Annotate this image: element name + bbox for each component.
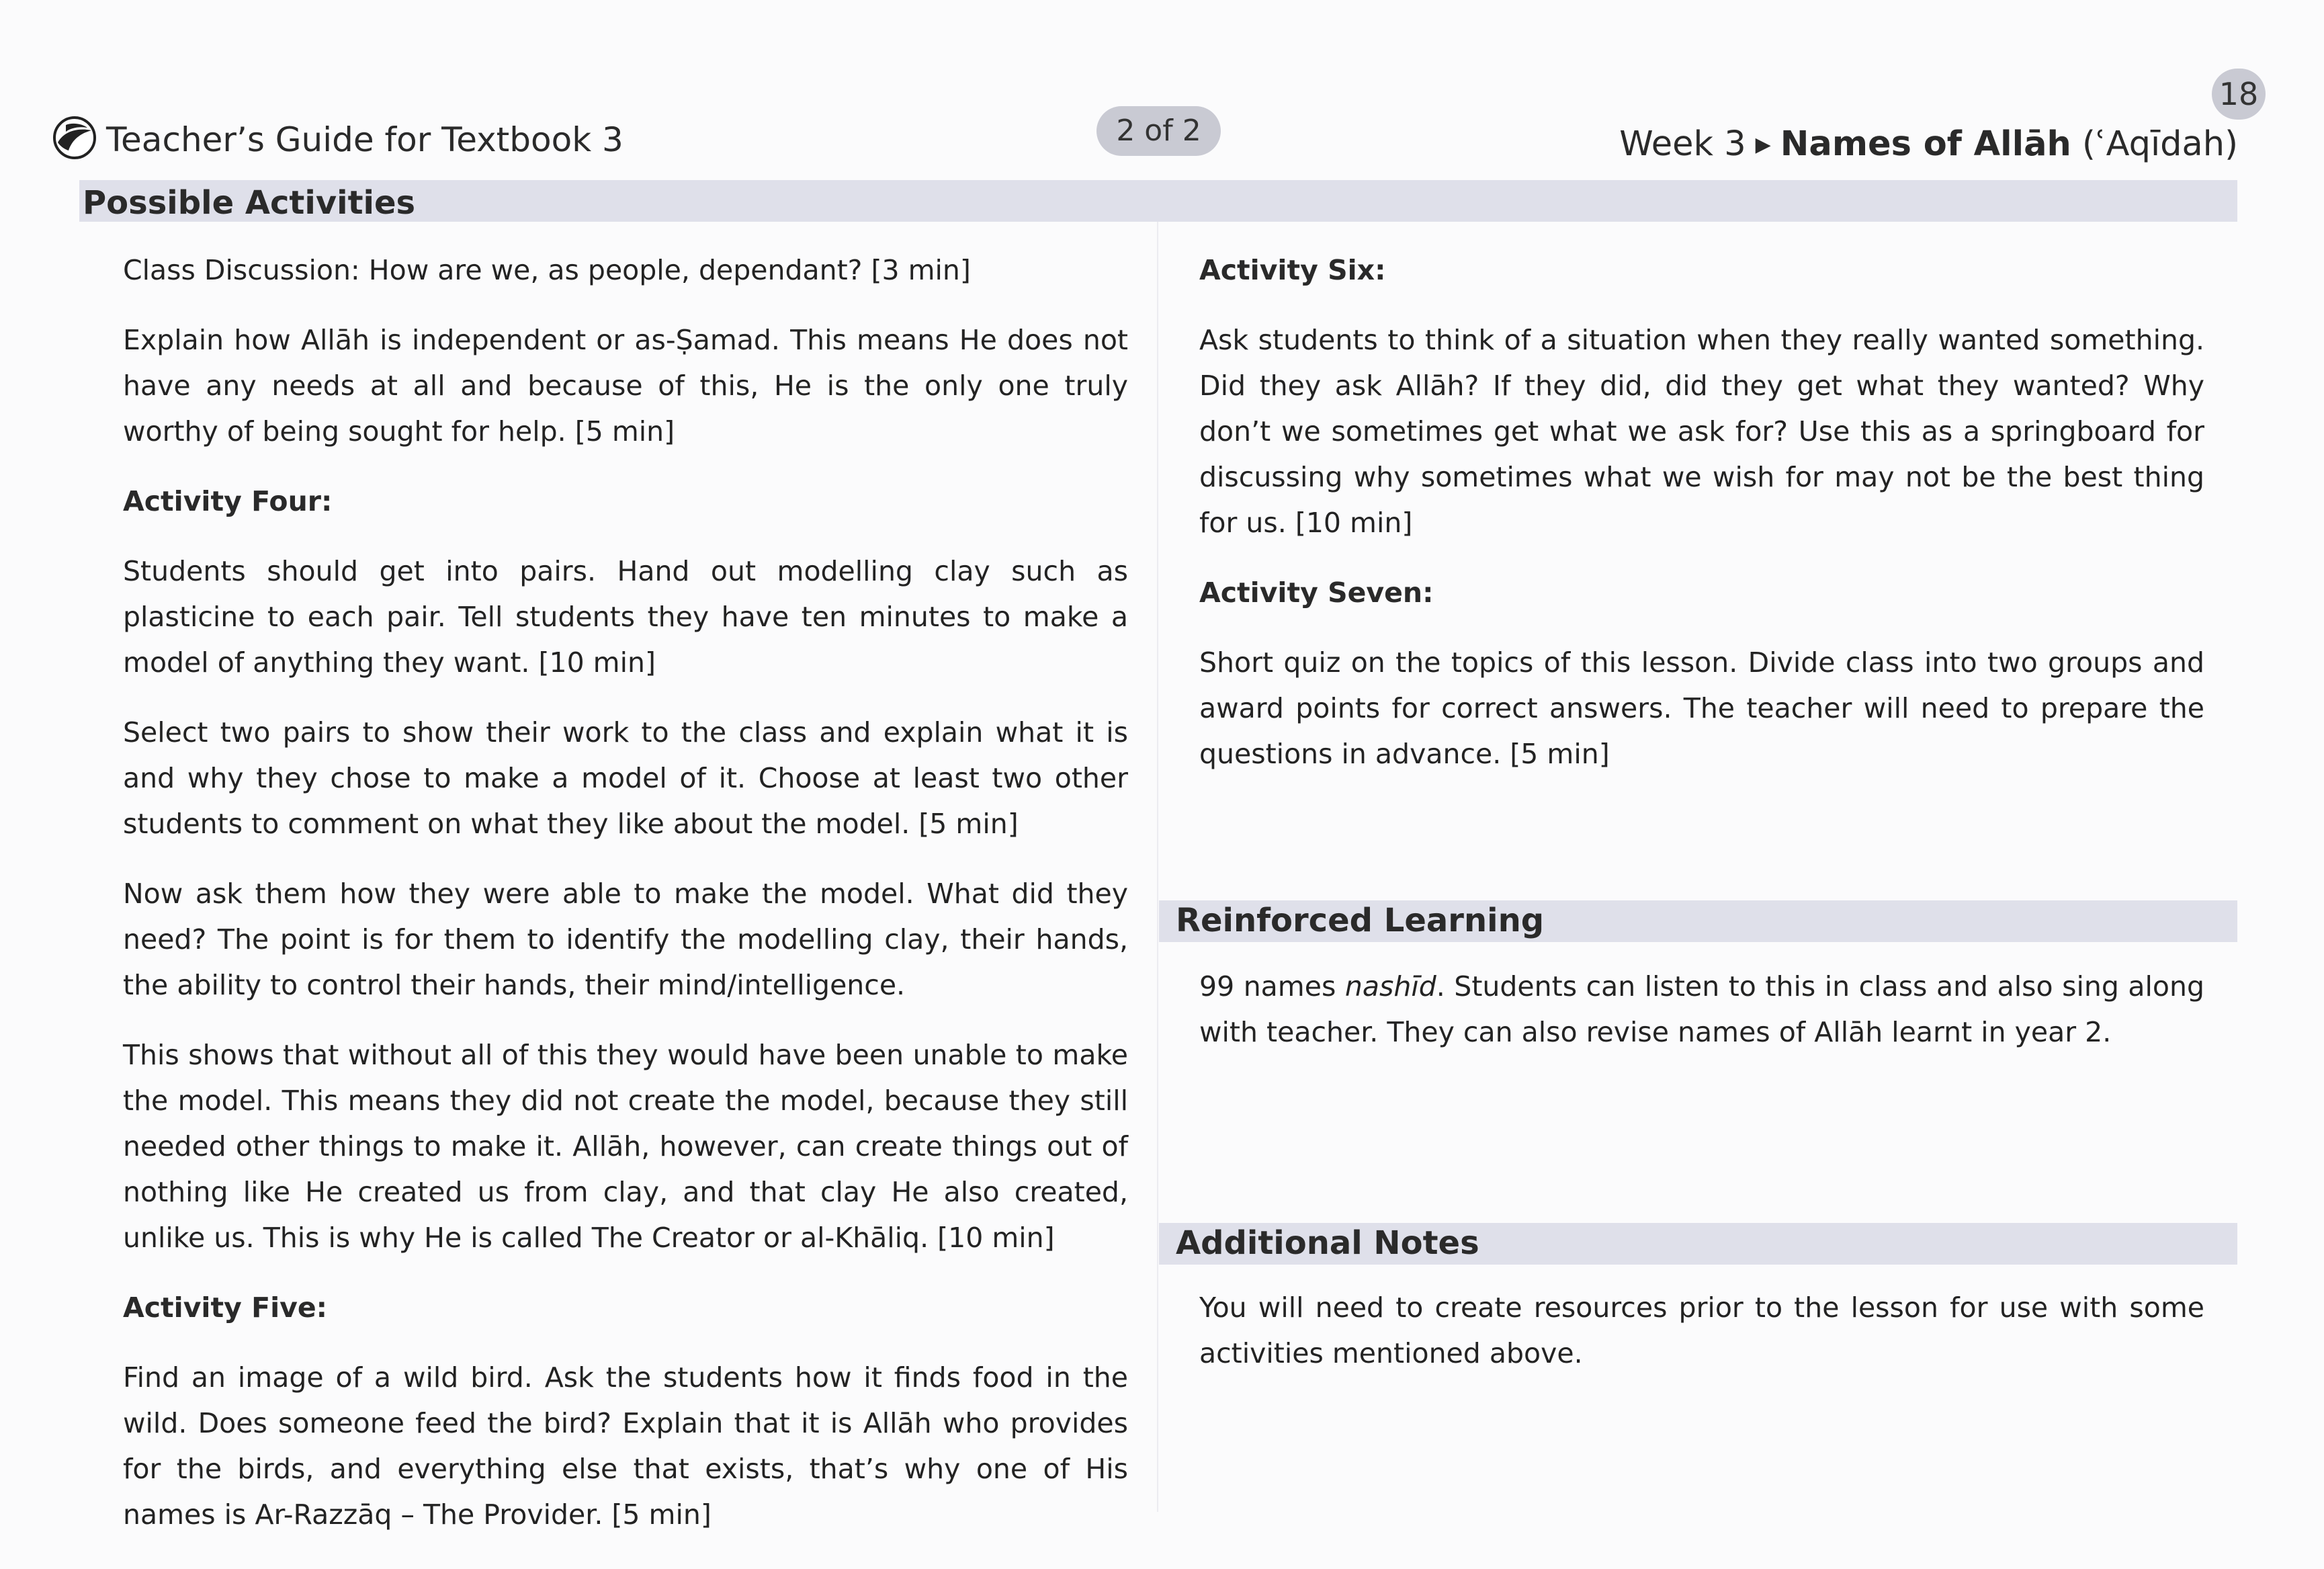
reinforced-learning-rest: . Students can listen to this in class and also sing along with teacher. They can also revise names of Allāh learnt in year 2. <box>1199 970 2204 1048</box>
left-column <box>123 247 1128 1537</box>
logo-icon <box>52 116 97 160</box>
guide-title: Teacher’s Guide for Textbook 3 <box>106 120 623 159</box>
nashid-term: nashīd <box>1344 970 1436 1003</box>
additional-notes-heading: Additional Notes <box>1176 1224 1479 1262</box>
activity-four-text: Students should get into pairs. Hand out modelling clay such as plasticine to each pair. Tell students they have ten minutes to make a model of anything they want. [10 min] <box>123 555 1128 679</box>
activity-six-heading: Activity Six: <box>1199 254 1386 286</box>
page-number: 18 <box>2212 69 2266 120</box>
activity-six-text: Ask students to think of a situation when they really wanted something. Did they ask Allāh? If they did, did they get what they wanted? Why don’t we sometimes get what we ask for? Use this as a springboard for discussing why sometimes what we wish for may not be the best thing for us. [10 min] <box>1199 324 2204 539</box>
reinforced-learning-heading: Reinforced Learning <box>1176 902 1545 939</box>
reinforced-learning-text <box>1199 964 2204 1055</box>
activity-five-text: Find an image of a wild bird. Ask the students how it finds food in the wild. Does someone feed the bird? Explain that it is Allāh who provides for the birds, and everything else that exists, that’s why one of His names is Ar-Razzāq – The Provider. [5 min] <box>123 1361 1128 1531</box>
breadcrumb-subtopic: (ʿAqīdah) <box>2082 124 2238 164</box>
reinforced-learning-lead: 99 names <box>1199 970 1345 1003</box>
activity-four-creator-text: This shows that without all of this they would have been unable to make the model. This means they did not create the model, because they still needed other things to make it. Allāh, however, can create things out of nothing like He created us from clay, and that clay He also created, unlike us. This is why He is called The Creator or al-Khāliq. [10 min] <box>123 1039 1128 1254</box>
class-discussion-text: Class Discussion: How are we, as people, dependant? [3 min] <box>123 254 971 286</box>
triangle-right-icon: ▶ <box>1755 133 1771 157</box>
activity-seven-heading: Activity Seven: <box>1199 577 1434 609</box>
breadcrumb-week: Week 3 <box>1619 124 1746 164</box>
independence-text: Explain how Allāh is independent or as-Ṣamad. This means He does not have any needs at all and because of this, He is the only one truly worthy of being sought for help. [5 min] <box>123 324 1128 448</box>
additional-notes-text: You will need to create resources prior to the lesson for use with some activities mentioned above. <box>1199 1291 2204 1369</box>
reinforced-learning-body <box>1199 964 2204 1055</box>
activity-four-select-text: Select two pairs to show their work to the class and explain what it is and why they chose to make a model of it. Choose at least two other students to comment on what they like about the model. [5 min] <box>123 716 1128 840</box>
activity-seven-text: Short quiz on the topics of this lesson. Divide class into two groups and award points for correct answers. The teacher will need to prepare the questions in advance. [5 min] <box>1199 646 2204 770</box>
page-indicator: 2 of 2 <box>1096 106 1221 156</box>
additional-notes-body <box>1199 1285 2204 1376</box>
activity-four-heading: Activity Four: <box>123 485 333 517</box>
activity-five-heading: Activity Five: <box>123 1291 328 1324</box>
right-column <box>1199 247 2204 777</box>
column-divider <box>1157 222 1158 1512</box>
breadcrumb-topic: Names of Allāh <box>1780 124 2071 164</box>
breadcrumb <box>1619 121 2238 169</box>
activity-four-question-text: Now ask them how they were able to make the model. What did they need? The point is for them to identify the modelling clay, their hands, the ability to control their hands, their mind/intelligence. <box>123 878 1128 1001</box>
possible-activities-heading: Possible Activities <box>83 184 416 222</box>
